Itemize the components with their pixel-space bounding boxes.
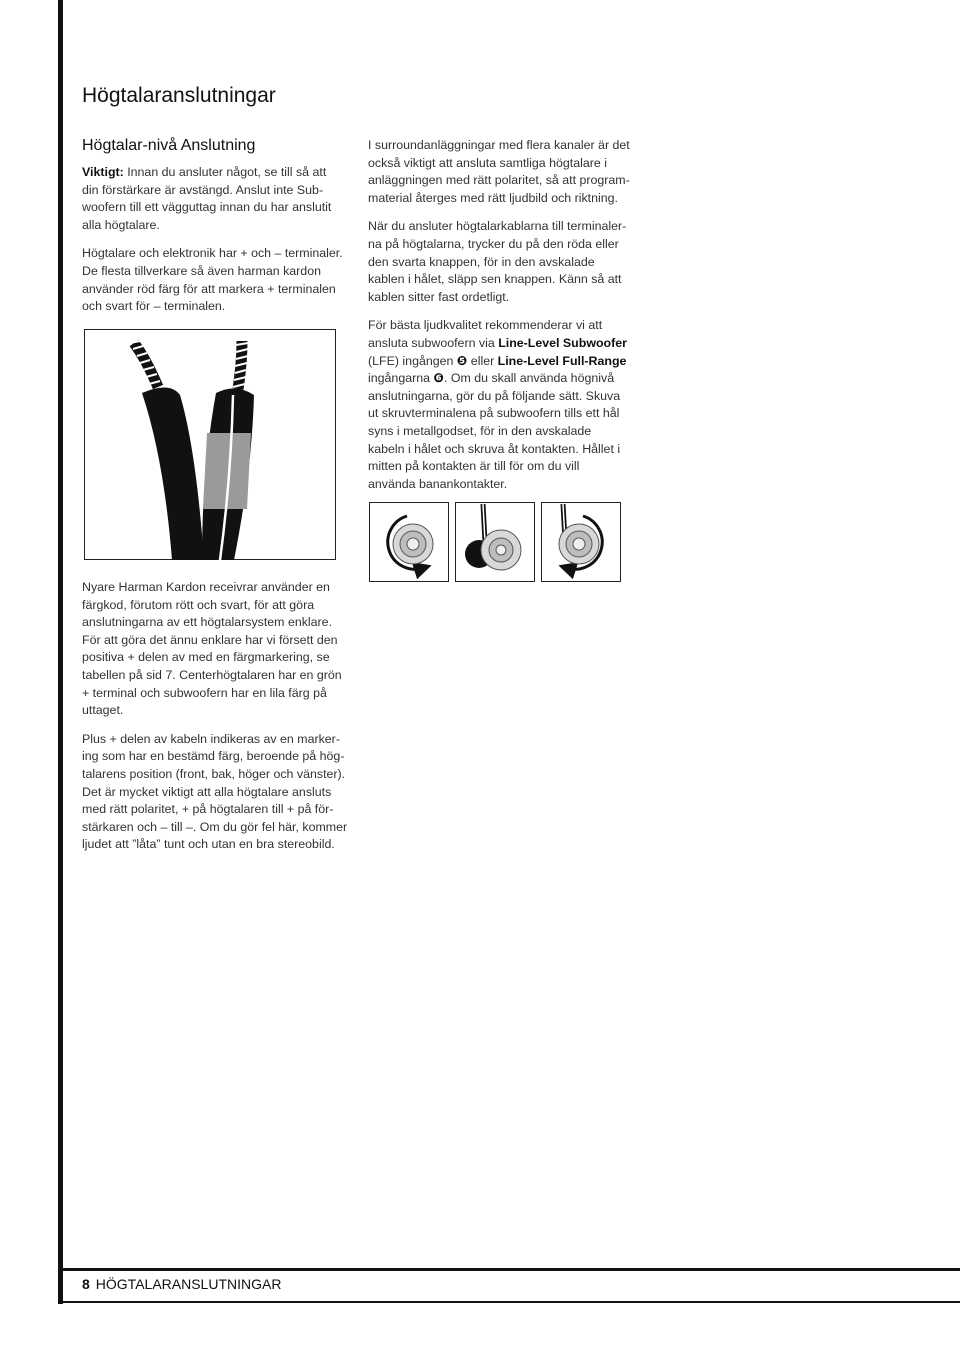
surround-paragraph: I surroundanläggningar med flera kanaler är det också viktigt att ansluta samtliga högtalare i anläggningen med rätt polaritet, så att programmaterial återges med rätt ljudbild och riktning. — [368, 138, 630, 205]
page-number: 8 — [82, 1276, 90, 1292]
left-margin-bar — [58, 0, 63, 1304]
subwoofer-paragraph: För bästa ljudkvalitet rekommenderar vi att ansluta subwoofern via Line-Level Subwoofer (LFE) ingången ❺ eller Line-Level Full-Range ingångarna ❻. Om du skall använda högnivå anslutningarna, gör du på följande sätt. Skuva ut skruvterminalena på subwoofern tills ett hål syns i metallgodset, för in den avskalade kabeln i hålet och skruva åt kontakten. Hållet i mitten på kontakten är till för om du vill använda banankontakter. — [368, 318, 627, 491]
page-title: Högtalaranslutningar — [82, 84, 276, 107]
section-title: Högtalar-nivå Anslutning — [82, 137, 256, 154]
terminal-paragraph: När du ansluter högtalarkablarna till terminalerna på högtalarna, trycker du på den röda eller den svarta knappen, för in den avskalade kablen i hålet, släpp sen knappen. Känn så att kablen sitter fast ordetligt. — [368, 219, 627, 304]
color-code-paragraph: Nyare Harman Kardon receivrar använder en färgkod, förutom rött och svart, för att göra anslutningarna av ett högtalarsystem enklare. För att göra det ännu enklare har vi försett den positiva + delen av med en färgmarkering, se tabellen på sid 7. Centerhögtalaren har en grön + terminal och subwoofern har en lila färg på uttaget. — [82, 580, 342, 718]
footer-rule — [58, 1268, 960, 1271]
input-number-5: ❺ — [456, 353, 468, 368]
page-footer — [82, 1276, 281, 1292]
footer-label: HÖGTALARANSLUTNINGAR — [95, 1276, 282, 1292]
input-number-6: ❻ — [433, 371, 444, 386]
line-level-subwoofer-label: Line-Level Subwoofer — [498, 335, 627, 350]
binding-post-tighten-icon — [542, 503, 621, 582]
left-column-top — [82, 164, 344, 327]
binding-post-insert-wire-icon — [456, 503, 535, 582]
line-level-full-range-label: Line-Level Full-Range — [497, 353, 627, 368]
warning-text: Innan du ansluter något, se till så att din förstärkare är avstängd. Anslut inte Subwoofern till ett vägguttag innan du har anslutit alla högtalare. — [82, 165, 332, 232]
binding-post-illustration — [369, 502, 621, 582]
right-column — [368, 137, 630, 504]
left-column-bottom — [82, 579, 352, 865]
footer-bottom-rule — [58, 1301, 960, 1303]
polarity-paragraph: Högtalare och elektronik har + och – terminaler. De flesta tillverkare så även harman kardon använder röd färg för att markera + terminalen och svart för – terminalen. — [82, 246, 343, 314]
warning-label: Viktigt: — [82, 165, 124, 179]
binding-post-unscrew-icon — [370, 503, 449, 582]
warning-paragraph — [82, 164, 344, 234]
polarity-marking-paragraph: Plus + delen av kabeln indikeras av en markering som har en bestämd färg, beroende på högtalarens position (front, bak, höger och vänster). Det är mycket viktigt att alla högtalare ansluts med rätt polaritet, + på högtalaren till + på förstärkaren och – till –. Om du gör fel här, kommer ljudet att ”låta” tunt och utan en bra stereobild. — [82, 731, 348, 852]
speaker-cable-illustration — [84, 329, 336, 560]
